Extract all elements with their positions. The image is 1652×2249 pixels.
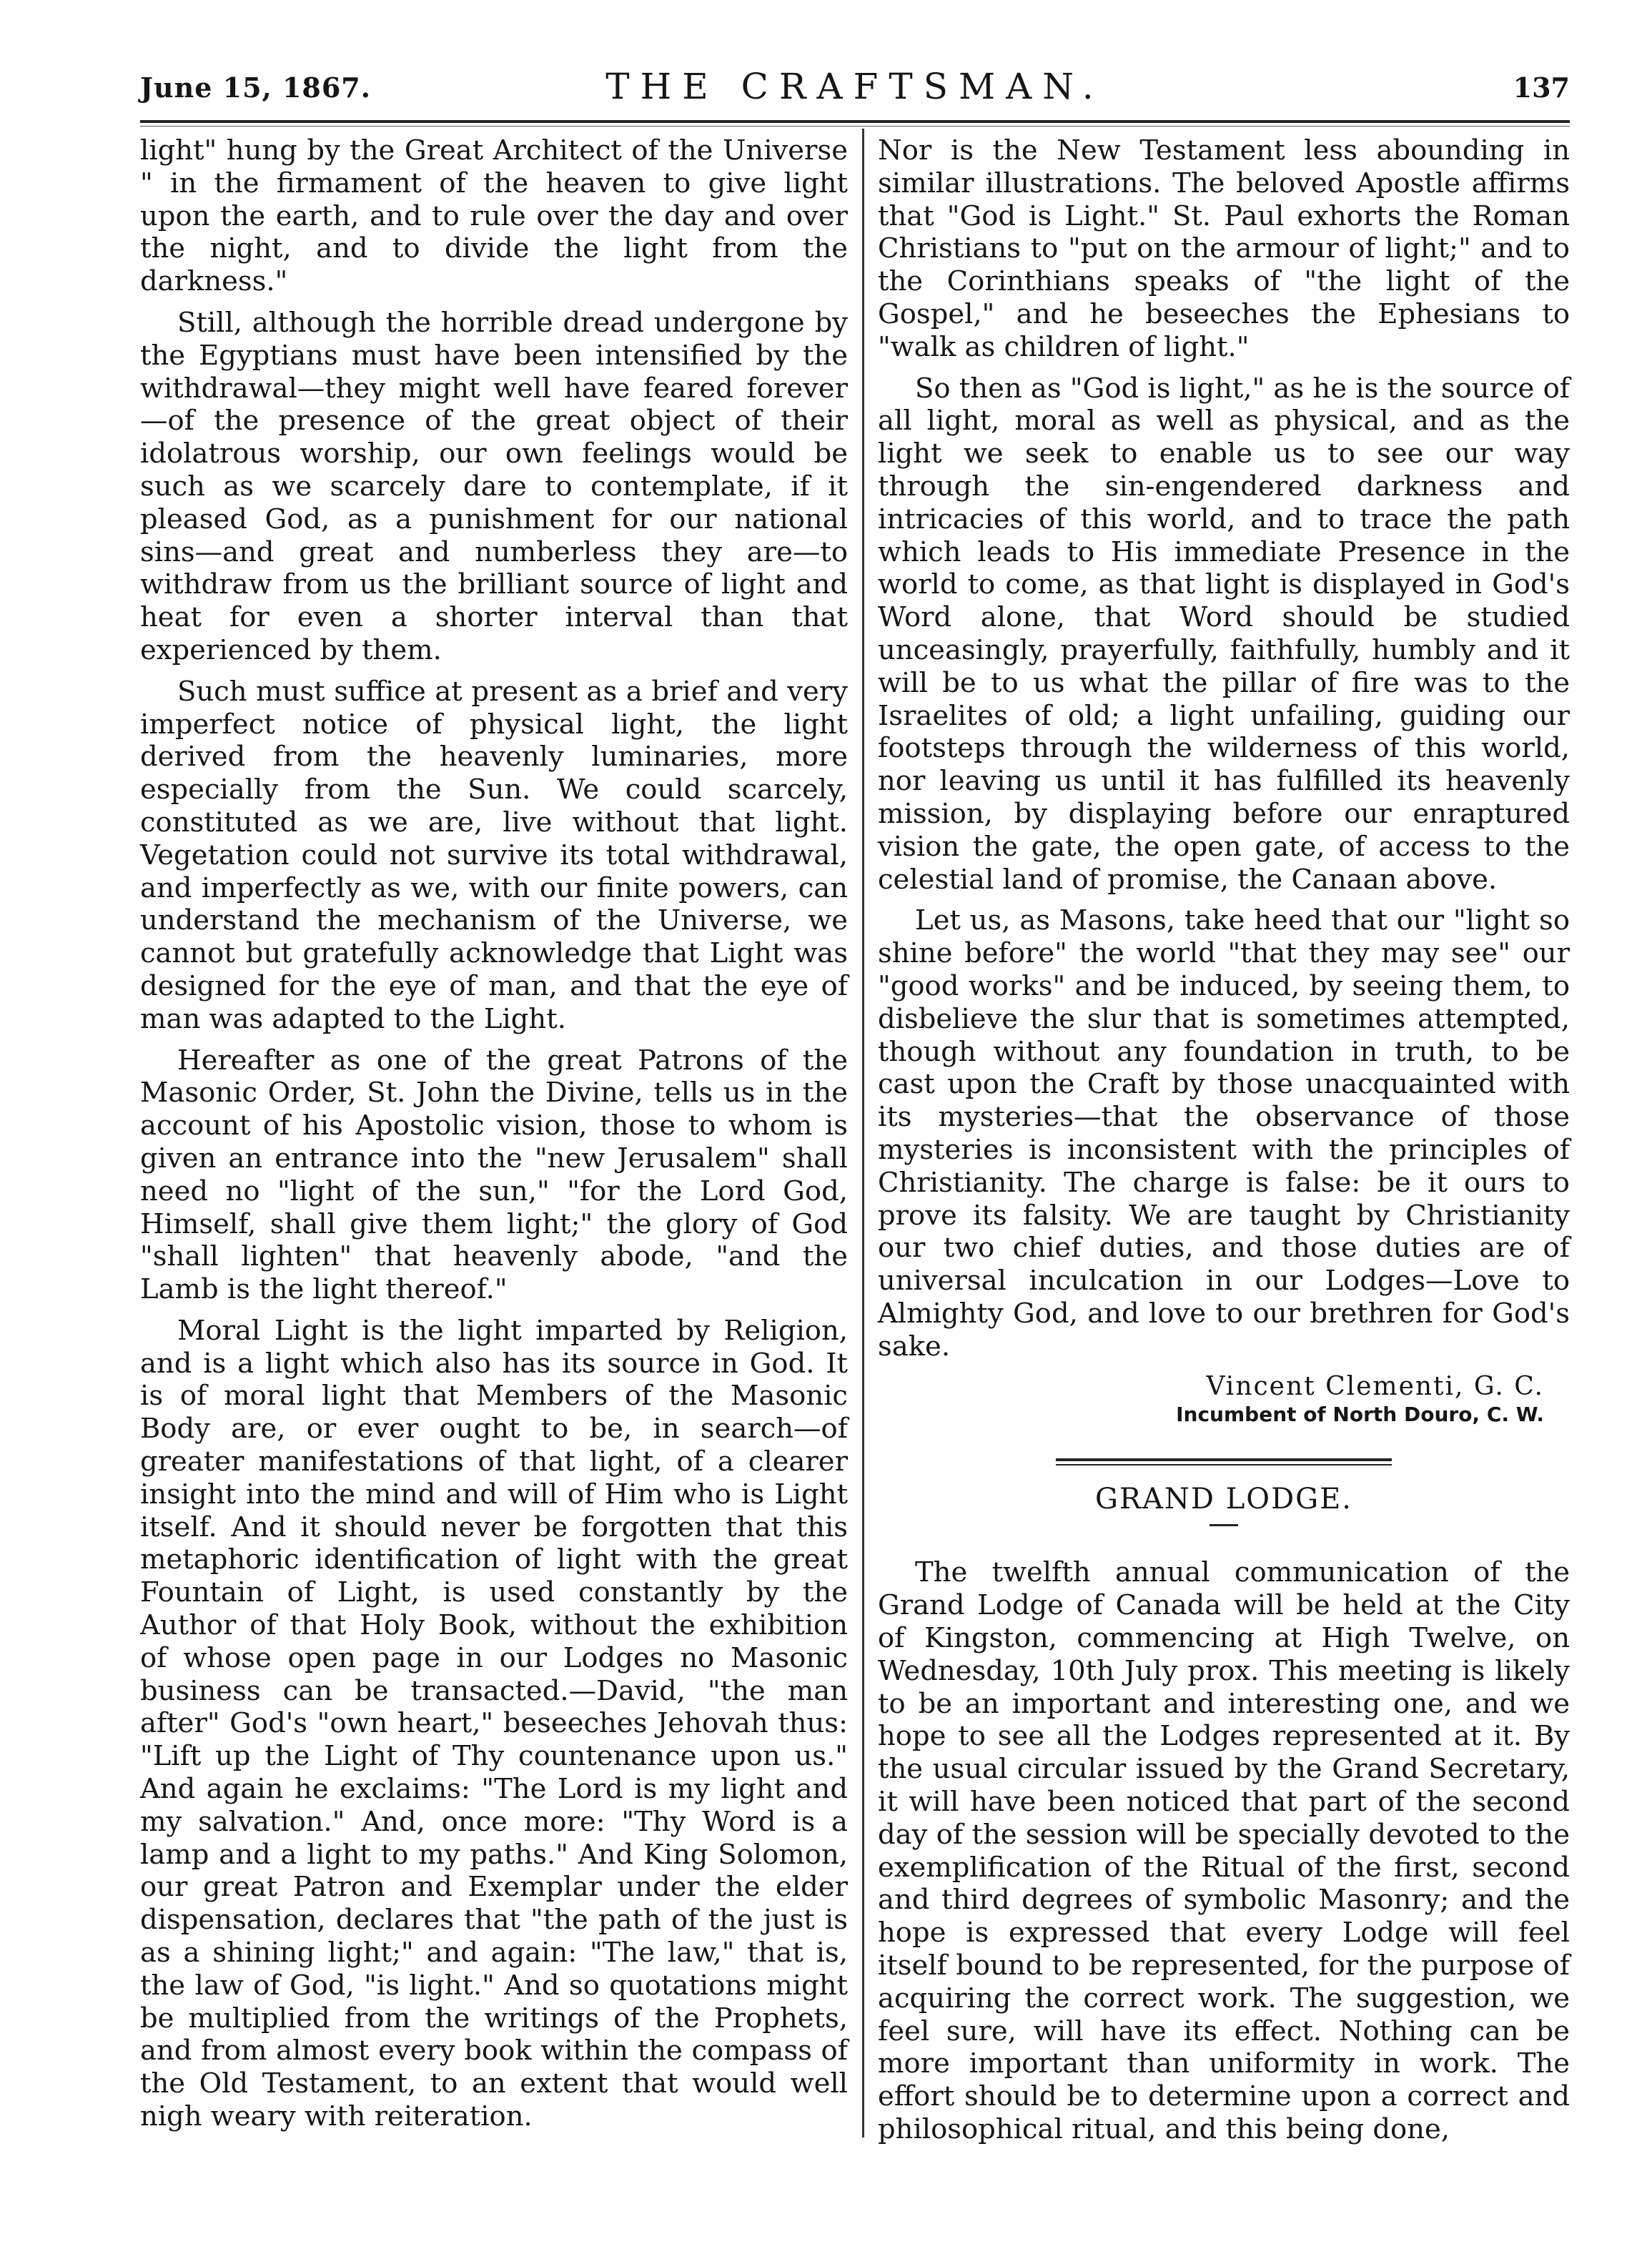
paragraph: Let us, as Masons, take heed that our "light so shine before" the world "that they may see" our "good works" and be induced, by seeing them, to disbelieve the slur that is sometimes attempted, though without any foundation in truth, to be cast upon the Craft by those unacquainted with its mysteries—that the observance of those mysteries is inconsistent with the principles of Christianity. The charge is false: be it ours to prove its falsity. We are taught by Christianity our two chief duties, and those duties are of universal inculcation in our Lodges—Love to Almighty God, and love to our brethren for God's sake. — [878, 904, 1570, 1363]
right-column — [878, 134, 1570, 2155]
column-divider — [862, 129, 864, 2137]
publication-title: THE CRAFTSMAN. — [605, 66, 1104, 107]
paragraph: Hereafter as one of the great Patrons of the Masonic Order, St. John the Divine, tells us in the account of his Apostolic vision, those to whom is given an entrance into the "new Jerusalem" shall need no "light of the sun," "for the Lord God, Himself, shall give them light;" the glory of God "shall lighten" that heavenly abode, "and the Lamb is the light thereof." — [140, 1044, 848, 1306]
paragraph: Moral Light is the light imparted by Religion, and is a light which also has its source in God. It is of moral light that Members of the Masonic Body are, or ever ought to be, in search—of greater manifestations of that light, of a clearer insight into the mind and will of Him who is Light itself. And it should never be forgotten that this metaphoric identification of light with the great Fountain of Light, is used constantly by the Author of that Holy Book, without the exhibition of whose open page in our Lodges no Masonic business can be transacted.—David, "the man after" God's "own heart," beseeches Jehovah thus: "Lift up the Light of Thy countenance upon us." And again he exclaims: "The Lord is my light and my salvation." And, once more: "Thy Word is a lamp and a light to my paths." And King Solomon, our great Patron and Exemplar under the elder dispensation, declares that "the path of the just is as a shining light;" and again: "The law," that is, the law of God, "is light." And so quotations might be multiplied from the writings of the Prophets, and from almost every book within the compass of the Old Testament, to an extent that would well nigh weary with reiteration. — [140, 1314, 848, 2133]
section-heading: GRAND LODGE. — [1094, 1483, 1353, 1516]
paragraph: So then as "God is light," as he is the source of all light, moral as well as physical, and as the light we seek to enable us to see our way through the sin-engendered darkness and intricacies of this world, and to trace the path which leads to His immediate Presence in the world to come, as that light is displayed in God's Word alone, that Word should be studied unceasingly, prayerfully, faithfully, humbly and it will be to us what the pillar of fire was to the Israelites of old; a light unfailing, guiding our footsteps through the wilderness of this world, nor leaving us until it has fulfilled its heavenly mission, by displaying before our enraptured vision the gate, the open gate, of access to the celestial land of promise, the Canaan above. — [878, 372, 1570, 896]
paragraph: Still, although the horrible dread undergone by the Egyptians must have been intensified by the withdrawal—they might well have feared forever—of the presence of the great object of their idolatrous worship, our own feelings would be such as we scarcely dare to contemplate, if it pleased God, as a punishment for our national sins—and great and numberless they are—to withdraw from us the brilliant source of light and heat for even a shorter interval than that experienced by them. — [140, 306, 848, 666]
paragraph: Such must suffice at present as a brief and very imperfect notice of physical light, the light derived from the heavenly luminaries, more especially from the Sun. We could scarcely, constituted as we are, live without that light. Vegetation could not survive its total withdrawal, and imperfectly as we, with our finite powers, can understand the mechanism of the Universe, we cannot but gratefully acknowledge that Light was designed for the eye of man, and that the eye of man was adapted to the Light. — [140, 675, 848, 1035]
header-rule-thin — [140, 126, 1570, 127]
issue-date: June 15, 1867. — [140, 71, 371, 104]
left-column — [140, 134, 848, 2142]
section-divider — [1056, 1458, 1392, 1465]
paragraph: light" hung by the Great Architect of the Universe " in the firmament of the heaven to give light upon the earth, and to rule over the day and over the night, and to divide the light from the darkness." — [140, 134, 848, 298]
paragraph: Nor is the New Testament less abounding in similar illustrations. The beloved Apostle affirms that "God is Light." St. Paul exhorts the Roman Christians to "put on the armour of light;" and to the Corinthians speaks of "the light of the Gospel," and he beseeches the Ephesians to "walk as children of light." — [878, 134, 1570, 363]
author-title: Incumbent of North Douro, C. W. — [1176, 1403, 1544, 1427]
paragraph: The twelfth annual communication of the Grand Lodge of Canada will be held at the City of Kingston, commencing at High Twelve, on Wednesday, 10th July prox. This meeting is likely to be an important and interesting one, and we hope to see all the Lodges represented at it. By the usual circular issued by the Grand Secretary, it will have been noticed that part of the second day of the session will be specially devoted to the exemplification of the Ritual of the first, second and third degrees of symbolic Masonry; and the hope is expressed that every Lodge will feel itself bound to be represented, for the purpose of acquiring the correct work. The suggestion, we feel sure, will have its effect. Nothing can be more important than uniformity in work. The effort should be to determine upon a correct and philosophical ritual, and this being done, — [878, 1556, 1570, 2146]
header-rule — [140, 120, 1570, 123]
page-number: 137 — [1513, 71, 1570, 104]
author-signature: Vincent Clementi, G. C. — [1206, 1372, 1544, 1402]
heading-dash — [1210, 1524, 1238, 1526]
page-header — [140, 66, 1570, 109]
